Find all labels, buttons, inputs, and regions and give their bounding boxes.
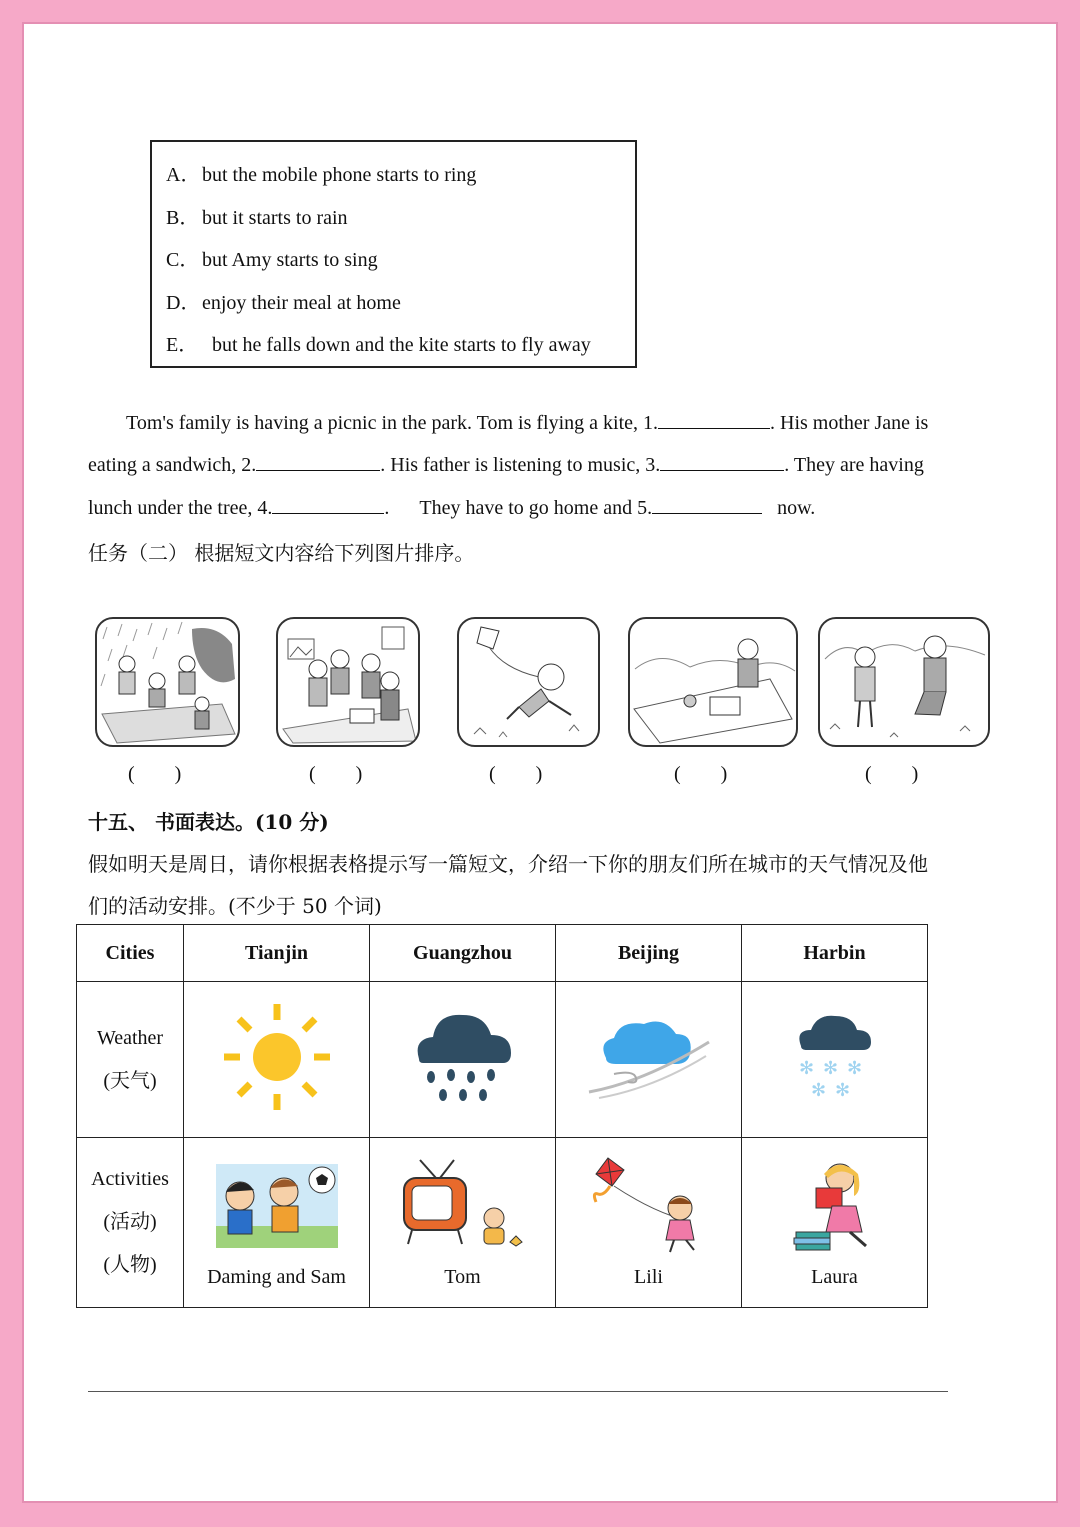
answer-paren-4[interactable]: ( ) [674, 763, 728, 785]
header-tianjin: Tianjin [184, 925, 370, 982]
svg-text:✻: ✻ [846, 1057, 862, 1079]
snow-cloud-icon [795, 1012, 875, 1102]
picture-3 [457, 617, 600, 747]
header-cities: Cities [77, 925, 184, 982]
header-harbin: Harbin [742, 925, 928, 982]
blank-1[interactable] [658, 410, 770, 429]
svg-text:✻: ✻ [834, 1079, 850, 1101]
person-laura: Laura [811, 1266, 858, 1288]
activity-guangzhou [370, 1138, 556, 1308]
answer-paren-2[interactable]: ( ) [309, 763, 363, 785]
answer-paren-5[interactable]: ( ) [865, 763, 919, 785]
activities-row [77, 1138, 928, 1308]
blank-5[interactable] [652, 495, 762, 514]
options-box [150, 140, 637, 368]
option-c: C． but Amy starts to sing [166, 249, 378, 271]
family-picnic-illustration [278, 619, 418, 745]
watching-tv-illustration [398, 1156, 528, 1256]
rain-cloud-icon [411, 1009, 515, 1105]
picture-2 [276, 617, 420, 747]
phone-picnic-illustration [630, 619, 796, 745]
svg-text:✻: ✻ [822, 1057, 838, 1079]
picture-5 [818, 617, 990, 747]
singing-illustration [820, 619, 988, 745]
person-lili: Lili [634, 1266, 663, 1288]
weather-tianjin [184, 982, 370, 1138]
header-guangzhou: Guangzhou [370, 925, 556, 982]
weather-guangzhou [370, 982, 556, 1138]
blank-2[interactable] [256, 452, 380, 471]
picture-1 [95, 617, 240, 747]
table-header-row [77, 925, 928, 982]
activities-label: Activities (活动) (人物) [77, 1138, 184, 1308]
option-d: D．enjoy their meal at home [166, 292, 401, 314]
option-a: A．but the mobile phone starts to ring [166, 164, 477, 186]
blank-4[interactable] [272, 495, 384, 514]
activity-tianjin [184, 1138, 370, 1308]
passage-line-3: lunch under the tree, 4. . They have to go home and 5. now. [88, 497, 816, 519]
passage-line-2: eating a sandwich, 2. . His father is listening to music, 3. . They are having [88, 454, 924, 476]
writing-line[interactable] [88, 1391, 948, 1392]
task-2-heading: 任务（二） 根据短文内容给下列图片排序。 [88, 541, 475, 565]
answer-paren-3[interactable]: ( ) [489, 763, 543, 785]
section-15-title: 十五、 书面表达。(10 分) [88, 810, 329, 834]
person-tom: Tom [444, 1266, 481, 1288]
header-beijing: Beijing [556, 925, 742, 982]
person-daming-sam: Daming and Sam [207, 1266, 346, 1288]
weather-label: Weather (天气) [77, 982, 184, 1138]
blank-3[interactable] [660, 452, 784, 471]
passage-line-1: Tom's family is having a picnic in the park. Tom is flying a kite, 1. . His mother Jane is [126, 412, 929, 434]
wind-cloud-icon [584, 1012, 714, 1102]
weather-beijing [556, 982, 742, 1138]
option-b: B． but it starts to rain [166, 207, 348, 229]
activity-harbin [742, 1138, 928, 1308]
section-15-instruction-2: 们的活动安排。(不少于 50 个词) [88, 894, 382, 918]
weather-harbin [742, 982, 928, 1138]
activity-beijing [556, 1138, 742, 1308]
svg-text:✻: ✻ [798, 1057, 814, 1079]
kite-flying-illustration [584, 1156, 714, 1256]
reading-girl-illustration [770, 1156, 900, 1256]
option-e: E． but he falls down and the kite starts to fly away [166, 334, 591, 356]
picture-4 [628, 617, 798, 747]
weather-row [77, 982, 928, 1138]
rain-picnic-illustration [97, 619, 238, 745]
football-players-illustration [212, 1156, 342, 1256]
weather-activity-table [76, 924, 928, 1308]
section-15-instruction-1: 假如明天是周日，请你根据表格提示写一篇短文，介绍一下你的朋友们所在城市的天气情况及他 [88, 852, 928, 876]
answer-paren-1[interactable]: ( ) [128, 763, 182, 785]
sun-icon [222, 1002, 332, 1112]
svg-text:✻: ✻ [810, 1079, 826, 1101]
kite-fall-illustration [459, 619, 598, 745]
